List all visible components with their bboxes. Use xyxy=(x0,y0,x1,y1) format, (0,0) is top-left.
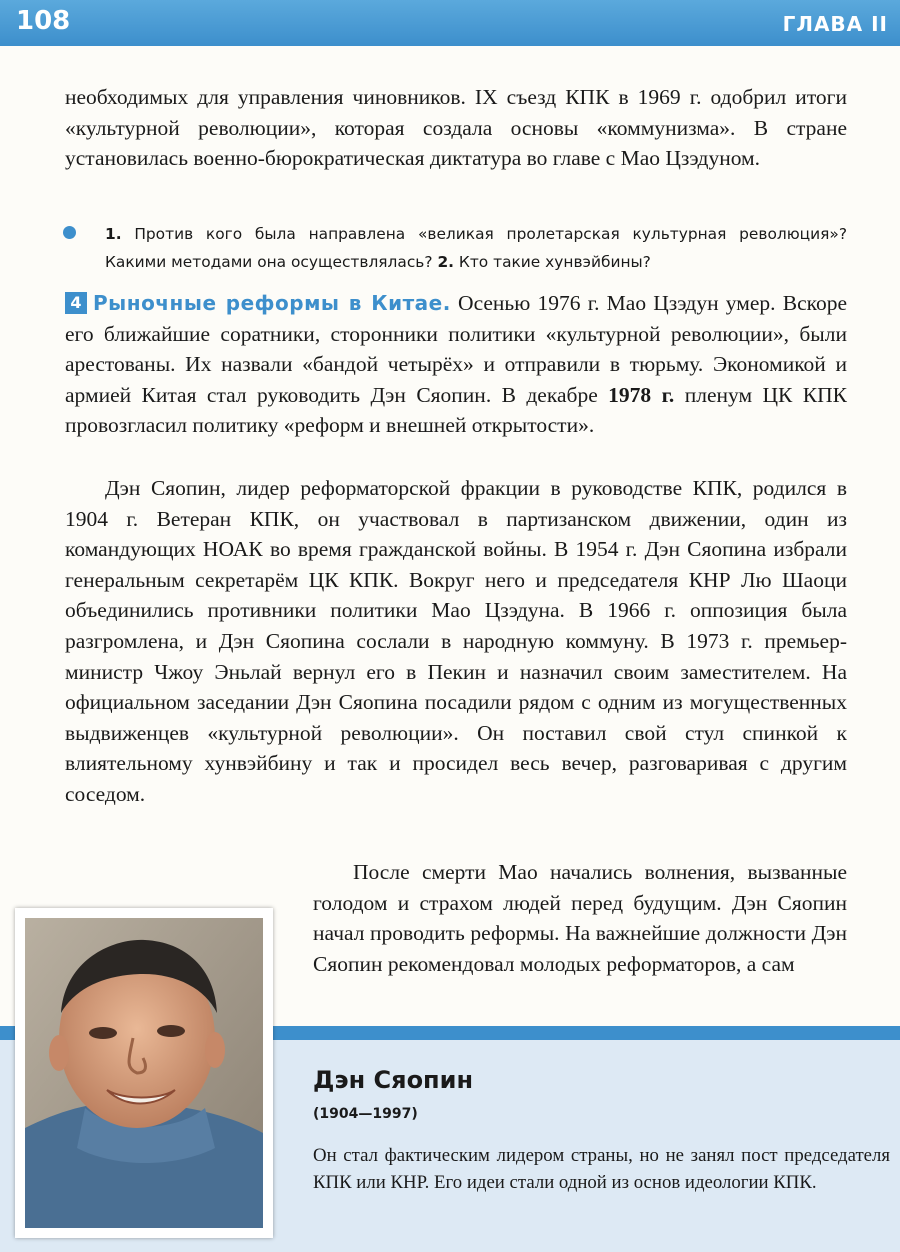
question-1-number: 1. xyxy=(105,225,122,243)
page-header xyxy=(0,0,900,46)
portrait-photo xyxy=(15,908,273,1238)
bio-years: (1904—1997) xyxy=(313,1106,418,1122)
section-number-badge: 4 xyxy=(65,292,87,314)
chapter-label: ГЛАВА II xyxy=(782,12,888,36)
questions-text xyxy=(105,220,847,276)
paragraph-deng: Дэн Сяопин, лидер реформаторской фракции в руководстве КПК, родился в 1904 г. Ветеран КПК, он участвовал в партизанском движении, один из командующих НОАК во время гражданской войны. В 1954 г. Дэн Сяопина избрали генеральным секретарём ЦК КПК. Вокруг него и председателя КНР Лю Шаоци объединились противники политики Мао Цзэдуна. В 1966 г. оппозиция была разгромлена, и Дэн Сяопина сослали в народную коммуну. В 1973 г. премьер-министр Чжоу Эньлай вернул его в Пекин и назначил своим заместителем. На официальном заседании Дэн Сяопина посадили рядом с одним из могущественных выдвиженцев «культурной революции». Он поставил свой стул спинкой к влиятельному хунвэйбину и так и просидел весь вечер, разговаривая с другим соседом. xyxy=(65,476,847,806)
question-bullet-icon xyxy=(63,226,76,239)
paragraph-after-mao: После смерти Мао начались волнения, вызванные голодом и страхом людей перед будущим. Дэн Сяопин начал проводить реформы. На важнейшие должности Дэн Сяопин рекомендовал молодых реформаторов, а сам xyxy=(313,860,847,976)
question-2-number: 2. xyxy=(437,253,454,271)
page-number: 108 xyxy=(16,6,71,36)
portrait-image xyxy=(25,918,263,1228)
bio-name: Дэн Сяопин xyxy=(313,1066,474,1094)
paragraph-top: необходимых для управления чиновников. IX съезд КПК в 1969 г. одобрил итоги «культурной революции», которая создала основы «коммунизма». В стране установилась военно-бюрократическая диктатура во главе с Мао Цзэдуном. xyxy=(65,85,847,171)
bio-text: Он стал фактическим лидером страны, но не занял пост председателя КПК или КНР. Его идеи стали одной из основ идеологии КПК. xyxy=(313,1145,890,1193)
section-text-b: пленум ЦК КПК провозгласил политику «реформ и внешней открытости». xyxy=(65,382,847,438)
section-text-a: Осенью 1976 г. Мао Цзэдун умер. Вскоре его ближайшие соратники, сторонники политики «культурной революции», были арестованы. Их назвали «бандой четырёх» и отправили в тюрьму. Экономикой и армией Китая стал руководить Дэн Сяопин. В декабре xyxy=(65,291,848,407)
section-paragraph xyxy=(65,288,847,441)
section-title: Рыночные реформы в Китае. xyxy=(93,291,451,315)
section-year-bold: 1978 г. xyxy=(608,382,675,407)
questions-block xyxy=(65,220,847,276)
question-1-text: Против кого была направлена «великая пролетарская культурная революция»? Какими методами она осуществлялась? xyxy=(105,225,847,271)
question-2-text: Кто такие хунвэйбины? xyxy=(458,253,651,271)
